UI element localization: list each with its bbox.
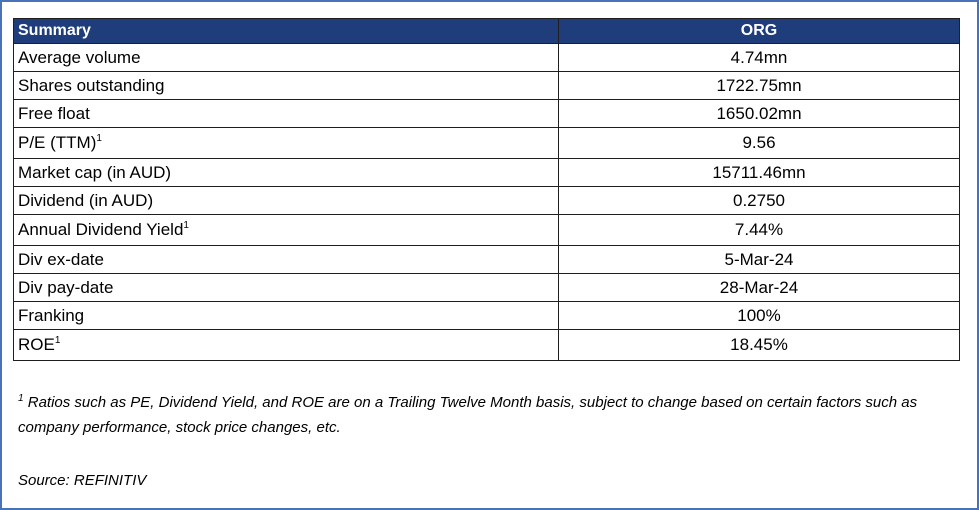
row-label: Shares outstanding <box>14 72 559 100</box>
footnote-marker: 1 <box>96 133 102 144</box>
table-row <box>14 159 960 187</box>
row-label: P/E (TTM)$^1$ <box>14 128 559 159</box>
footnote-marker: 1 <box>183 220 189 231</box>
source-note: Source: REFINITIV <box>18 472 147 489</box>
row-value: 1722.75mn <box>559 72 960 100</box>
row-label: Market cap (in AUD) <box>14 159 559 187</box>
table-row <box>14 302 960 330</box>
row-value: 28-Mar-24 <box>559 274 960 302</box>
row-value: 18.45% <box>559 330 960 361</box>
table-row <box>14 100 960 128</box>
row-value: 9.56 <box>559 128 960 159</box>
row-value: 5-Mar-24 <box>559 246 960 274</box>
row-label: ROE$^1$ <box>14 330 559 361</box>
header-summary: Summary <box>14 19 559 44</box>
row-label: Average volume <box>14 44 559 72</box>
row-value: 100% <box>559 302 960 330</box>
footnote-marker: 1 <box>18 393 24 404</box>
footnote-marker: 1 <box>54 335 61 346</box>
header-ticker: ORG <box>559 19 960 44</box>
table-row <box>14 44 960 72</box>
row-value: 1650.02mn <box>559 100 960 128</box>
table-row <box>14 330 960 361</box>
table-row <box>14 187 960 215</box>
row-label: Div ex-date <box>14 246 559 274</box>
table-row <box>14 274 960 302</box>
row-value: 7.44% <box>559 215 960 246</box>
table-row <box>14 128 960 159</box>
footnote <box>18 390 958 440</box>
row-label: Div pay-date <box>14 274 559 302</box>
footnote-text: Ratios such as PE, Dividend Yield, and ROE are on a Trailing Twelve Month basis, subject to change based on certain factors such as company performance, stock price changes, etc. <box>18 394 918 436</box>
row-label: Annual Dividend Yield$^1$ <box>14 215 559 246</box>
row-label: Franking <box>14 302 559 330</box>
row-value: 4.74mn <box>559 44 960 72</box>
row-label: Free float <box>14 100 559 128</box>
row-label: Dividend (in AUD) <box>14 187 559 215</box>
table-row <box>14 72 960 100</box>
row-value: 15711.46mn <box>559 159 960 187</box>
row-value: 0.2750 <box>559 187 960 215</box>
table-row <box>14 215 960 246</box>
summary-table <box>13 18 960 361</box>
table-row <box>14 246 960 274</box>
table-header-row <box>14 19 960 44</box>
